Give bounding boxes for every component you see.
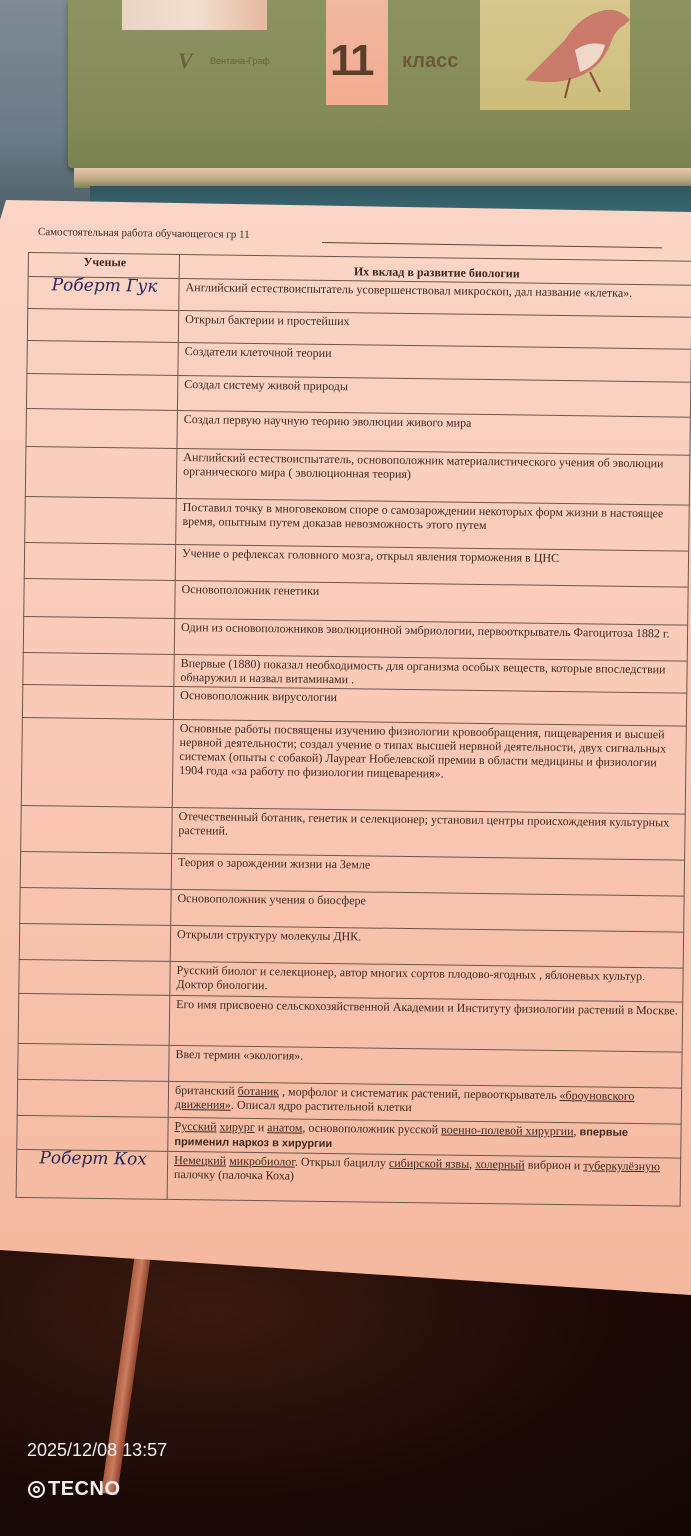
link-brownian-motion[interactable]: «броуновского движения» [174,1088,635,1112]
scientist-name-blank[interactable] [20,887,171,925]
bold-note-anesthesia: впервые применил наркоз в хирургии [174,1126,629,1151]
cover-illustration-flower [122,0,267,30]
contribution-cell: Основные работы посвящены изучению физиологии кровообращения, пищеварения и высшей нервной деятельности; создал учение о типах высшей нервной деятельности, двух сигнальных системах (опыты с собакой) Лауреат Нобелевской премии в области медицины и физиологии 1904 года «за работу по физиологии пищеварения». [172,719,686,814]
table-row [25,446,690,505]
link-microbiologist[interactable]: микробиолог [229,1153,296,1169]
link-anatomist[interactable]: анатом [267,1120,303,1135]
scientist-name-blank[interactable] [17,1115,168,1151]
photo-timestamp: 2025/12/08 13:57 [27,1440,168,1460]
contribution-cell: Русский биолог и селекционер, автор многих сортов плодово-ягодных , яблоневых культур. Доктор биологии. [170,961,683,1002]
scientist-name-blank[interactable] [18,1043,169,1081]
link-botanist[interactable]: ботаник [237,1083,280,1099]
scientist-name-blank[interactable] [21,717,173,807]
grade-number: 11 [330,36,373,85]
text-part: , [469,1156,476,1171]
column-header-scientists: Ученые [28,253,179,279]
contribution-cell: Английский естествоиспытатель, основоположник материалистического учения об эволюции органического мира ( эволюционная теория) [176,448,690,505]
bird-illustration-icon [505,0,635,100]
contribution-cell: Отечественный ботаник, генетик и селекционер; установил центры происхождения культурных растений. [172,807,686,860]
contribution-cell: Основоположник вирусологии [173,686,686,726]
scientist-name-blank[interactable] [22,684,173,719]
text-part: палочку (палочка Коха) [173,1166,295,1183]
scientist-name-handwritten: Роберт Гук [28,277,179,311]
text-part: и [254,1120,268,1135]
text-part: , основоположник русской [302,1120,442,1137]
scientist-name-blank[interactable] [23,616,174,654]
scientist-name-blank[interactable] [21,805,173,853]
scientist-name-blank[interactable] [27,309,178,343]
text-part: вибрион и [524,1157,584,1173]
contribution-cell: Открыл бактерии и простейших [178,310,691,349]
contribution-cell: Теория о зарождении жизни на Земле [171,853,684,896]
brand-logo-icon [28,1481,45,1498]
scientist-name-blank[interactable] [19,923,170,961]
contribution-cell: Один из основоположников эволюционной эмбриологии, первооткрыватель Фагоцитоза 1882 г. [174,618,687,661]
text-part: . Описал ядро растительной клетки [230,1097,412,1115]
contribution-cell: Его имя присвоено сельскохозяйственной Академии и Институту физиологии растений в Москве. [169,995,683,1052]
grade-label: класс [402,50,459,72]
scientist-name-handwritten: Роберт Кох [16,1149,168,1199]
contribution-cell: Учение о рефлексах головного мозга, открыл явления торможения в ЦНС [175,544,688,587]
contribution-cell: Создал первую научную теорию эволюции живого мира [177,410,690,455]
contribution-cell: Английский естествоиспытатель усовершенствовал микроскоп, дал название «клетка». [179,278,691,317]
table-row [21,717,686,814]
scientist-name-blank[interactable] [24,578,175,618]
table-row [16,1149,681,1206]
link-russian[interactable]: Русский [174,1118,217,1134]
scientist-name-blank[interactable] [20,851,171,889]
contribution-cell: Впервые (1880) показал необходимость для организма особых веществ, которые впоследствии обнаружил и назвал витаминами . [174,654,687,693]
scientists-table [16,252,691,1207]
text-part: , [573,1124,580,1139]
worksheet-title: Самостоятельная работа обучающегося гр 11 [37,226,250,241]
contribution-cell: Открыли структуру молекулы ДНК. [170,925,683,968]
link-surgeon[interactable]: хирург [219,1119,255,1135]
publisher-logo-icon: V [178,48,193,73]
link-anthrax[interactable]: сибирской язвы [388,1155,470,1171]
scientist-name-blank[interactable] [19,959,170,995]
book-page-edge [74,168,691,188]
scientist-name-blank[interactable] [18,993,170,1045]
scientist-name-blank[interactable] [17,1079,168,1117]
scientist-name-blank[interactable] [25,446,177,498]
contribution-cell: Создал систему живой природы [177,375,690,417]
scientist-name-blank[interactable] [27,340,178,375]
table-row [18,993,683,1052]
camera-brand-watermark [28,1478,121,1501]
publisher-name: Вентана-Граф [210,56,270,66]
link-german[interactable]: Немецкий [174,1152,227,1168]
brand-name: TECNO [48,1478,121,1500]
contribution-cell: Поставил точку в многовековом споре о самозарождении некоторых форм жизни в настоящее время, опытным путем доказав невозможность этого путем [176,498,690,551]
contribution-cell: Основоположник учения о биосфере [171,889,684,932]
contribution-cell: Ввел термин «экология». [169,1045,682,1088]
link-cholera[interactable]: холерный [475,1156,525,1172]
contribution-cell [167,1151,681,1206]
text-part: . Открыл бациллу [294,1154,390,1170]
text-part: британский [174,1082,238,1098]
link-military-surgery[interactable]: военно-полевой хирургии [440,1122,574,1139]
text-part: , морфолог и систематик растений, первооткрыватель [278,1084,560,1103]
contribution-cell: Основоположник генетики [175,580,688,625]
link-tuberculosis[interactable]: туберкулёзную [583,1158,661,1174]
column-header-contribution: Их вклад в развитие биологии [179,254,691,285]
contribution-cell: Создатели клеточной теории [178,342,691,382]
scientist-name-blank[interactable] [26,408,177,448]
scientist-name-blank[interactable] [24,542,175,580]
scientist-name-blank[interactable] [25,496,177,544]
scientist-name-blank[interactable] [26,373,177,410]
scientist-name-blank[interactable] [23,652,174,686]
scientists-table-wrapper [16,252,691,1207]
